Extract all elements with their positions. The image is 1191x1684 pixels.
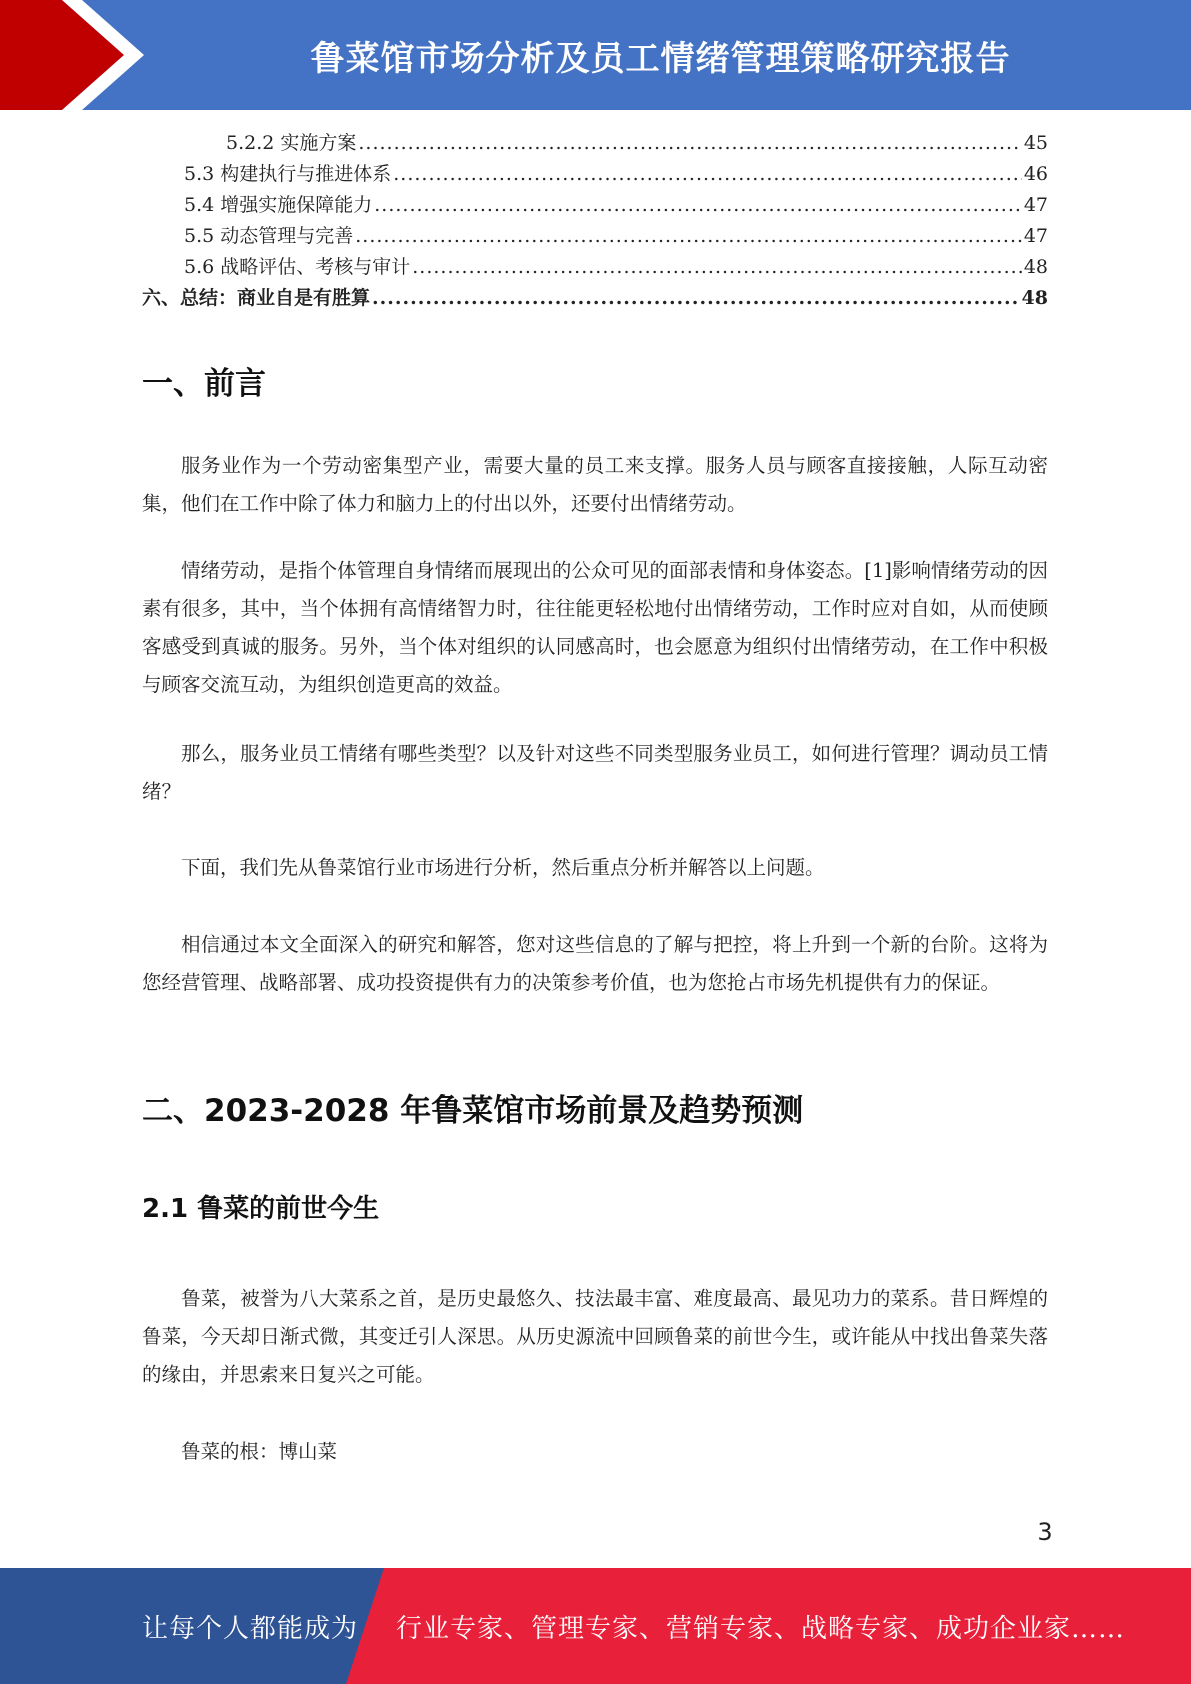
body-paragraph: 那么，服务业员工情绪有哪些类型？以及针对这些不同类型服务业员工，如何进行管理？调动员工情绪？ bbox=[142, 742, 1048, 803]
footer-band bbox=[0, 1568, 1191, 1684]
toc-leader-dots bbox=[412, 252, 1022, 283]
toc-entry-label: 5.6 战略评估、考核与审计 bbox=[184, 256, 411, 278]
body-paragraph: 鲁菜的根：博山菜 bbox=[181, 1440, 338, 1463]
toc-entry[interactable] bbox=[142, 190, 1048, 221]
toc-leader-dots bbox=[393, 159, 1022, 190]
toc-leader-dots bbox=[374, 190, 1022, 221]
toc-entry[interactable] bbox=[142, 221, 1048, 252]
toc-entry[interactable] bbox=[142, 128, 1048, 159]
toc-entry-page: 48 bbox=[1023, 256, 1048, 278]
subsection-heading: 2.1 鲁菜的前世今生 bbox=[142, 1194, 380, 1224]
footer-slogan-right: 行业专家、管理专家、营销专家、战略专家、成功企业家…… bbox=[396, 1613, 1126, 1644]
toc-entry-label: 5.3 构建执行与推进体系 bbox=[184, 163, 392, 185]
toc-leader-dots bbox=[358, 128, 1021, 159]
toc-entry[interactable] bbox=[142, 283, 1048, 314]
footer-slogan-left: 让每个人都能成为 bbox=[142, 1613, 359, 1644]
toc-entry-page: 45 bbox=[1023, 132, 1048, 154]
toc-entry-label: 5.4 增强实施保障能力 bbox=[184, 194, 373, 216]
section-heading: 一、前言 bbox=[142, 366, 266, 402]
report-title: 鲁菜馆市场分析及员工情绪管理策略研究报告 bbox=[310, 38, 1011, 79]
body-paragraph: 相信通过本文全面深入的研究和解答，您对这些信息的了解与把控，将上升到一个新的台阶。这将为您经营管理、战略部署、成功投资提供有力的决策参考价值，也为您抢占市场先机提供有力的保证。 bbox=[142, 933, 1048, 994]
section-heading: 二、2023-2028 年鲁菜馆市场前景及趋势预测 bbox=[142, 1093, 804, 1129]
toc-entry[interactable] bbox=[142, 159, 1048, 190]
body-paragraph: 服务业作为一个劳动密集型产业，需要大量的员工来支撑。服务人员与顾客直接接触，人际互动密集，他们在工作中除了体力和脑力上的付出以外，还要付出情绪劳动。 bbox=[142, 454, 1048, 515]
toc-entry-label: 5.5 动态管理与完善 bbox=[184, 225, 354, 247]
table-of-contents bbox=[142, 128, 1048, 314]
toc-entry-page: 47 bbox=[1023, 194, 1048, 216]
toc-entry[interactable] bbox=[142, 252, 1048, 283]
toc-entry-label: 5.2.2 实施方案 bbox=[226, 132, 357, 154]
toc-entry-label: 六、总结：商业自是有胜算 bbox=[142, 287, 371, 309]
toc-entry-page: 47 bbox=[1023, 225, 1048, 247]
body-paragraph: 情绪劳动，是指个体管理自身情绪而展现出的公众可见的面部表情和身体姿态。[1]影响情绪劳动的因素有很多，其中，当个体拥有高情绪智力时，往往能更轻松地付出情绪劳动，工作时应对自如，从而使顾客感受到真诚的服务。另外，当个体对组织的认同感高时，也会愿意为组织付出情绪劳动，在工作中积极与顾客交流互动，为组织创造更高的效益。 bbox=[142, 559, 1048, 696]
toc-entry-page: 48 bbox=[1021, 287, 1048, 309]
toc-leader-dots bbox=[355, 221, 1022, 252]
body-paragraph: 下面，我们先从鲁菜馆行业市场进行分析，然后重点分析并解答以上问题。 bbox=[181, 856, 825, 879]
body-paragraph: 鲁菜，被誉为八大菜系之首，是历史最悠久、技法最丰富、难度最高、最见功力的菜系。昔日辉煌的鲁菜，今天却日渐式微，其变迁引人深思。从历史源流中回顾鲁菜的前世今生，或许能从中找出鲁菜失落的缘由，并思索来日复兴之可能。 bbox=[142, 1287, 1048, 1386]
page-number: 3 bbox=[1037, 1518, 1053, 1546]
header-chevron-icon bbox=[0, 0, 150, 110]
header-band bbox=[0, 0, 1191, 110]
toc-entry-page: 46 bbox=[1023, 163, 1048, 185]
toc-leader-dots bbox=[372, 283, 1020, 314]
